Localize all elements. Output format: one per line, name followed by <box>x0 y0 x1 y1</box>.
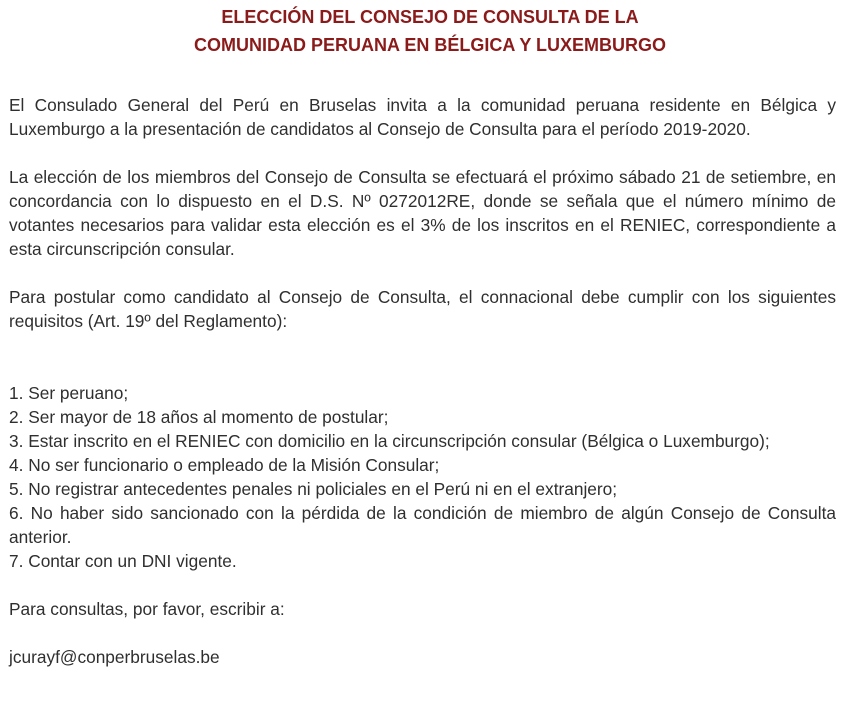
paragraph-spacer <box>9 261 836 285</box>
contact-email: jcurayf@conperbruselas.be <box>9 647 220 667</box>
paragraph-spacer <box>9 141 836 165</box>
requirements-list <box>9 381 836 573</box>
requirement-item: 6. No haber sido sancionado con la pérdida de la condición de miembro de algún Consejo de Consulta anterior. <box>9 503 836 547</box>
requirements-intro-paragraph: Para postular como candidato al Consejo de Consulta, el connacional debe cumplir con los siguientes requisitos (Art. 19º del Reglamento): <box>9 287 836 331</box>
requirement-item: 1. Ser peruano; <box>9 383 129 403</box>
requirement-item: 2. Ser mayor de 18 años al momento de postular; <box>9 407 389 427</box>
paragraph-spacer <box>9 573 836 597</box>
page-title-line-1: ELECCIÓN DEL CONSEJO DE CONSULTA DE LA <box>221 7 639 27</box>
paragraph-spacer <box>9 333 836 381</box>
requirement-item: 4. No ser funcionario o empleado de la Misión Consular; <box>9 455 440 475</box>
requirement-item: 7. Contar con un DNI vigente. <box>9 551 237 571</box>
requirement-item: 5. No registrar antecedentes penales ni policiales en el Perú ni en el extranjero; <box>9 479 618 499</box>
announcement-body <box>9 93 836 669</box>
page-title <box>0 3 860 59</box>
requirement-item: 3. Estar inscrito en el RENIEC con domicilio en la circunscripción consular (Bélgica o Luxemburgo); <box>9 431 770 451</box>
intro-paragraph: El Consulado General del Perú en Bruselas invita a la comunidad peruana residente en Bélgica y Luxemburgo a la presentación de candidatos al Consejo de Consulta para el período 2019-2020. <box>9 95 836 139</box>
election-paragraph: La elección de los miembros del Consejo de Consulta se efectuará el próximo sábado 21 de setiembre, en concordancia con lo dispuesto en el D.S. Nº 0272012RE, donde se señala que el número mínimo de votantes necesarios para validar esta elección es el 3% de los inscritos en el RENIEC, correspondiente a esta circunscripción consular. <box>9 167 836 259</box>
page-title-line-2: COMUNIDAD PERUANA EN BÉLGICA Y LUXEMBURGO <box>193 35 667 55</box>
contact-prompt: Para consultas, por favor, escribir a: <box>9 599 285 619</box>
paragraph-spacer <box>9 621 836 645</box>
